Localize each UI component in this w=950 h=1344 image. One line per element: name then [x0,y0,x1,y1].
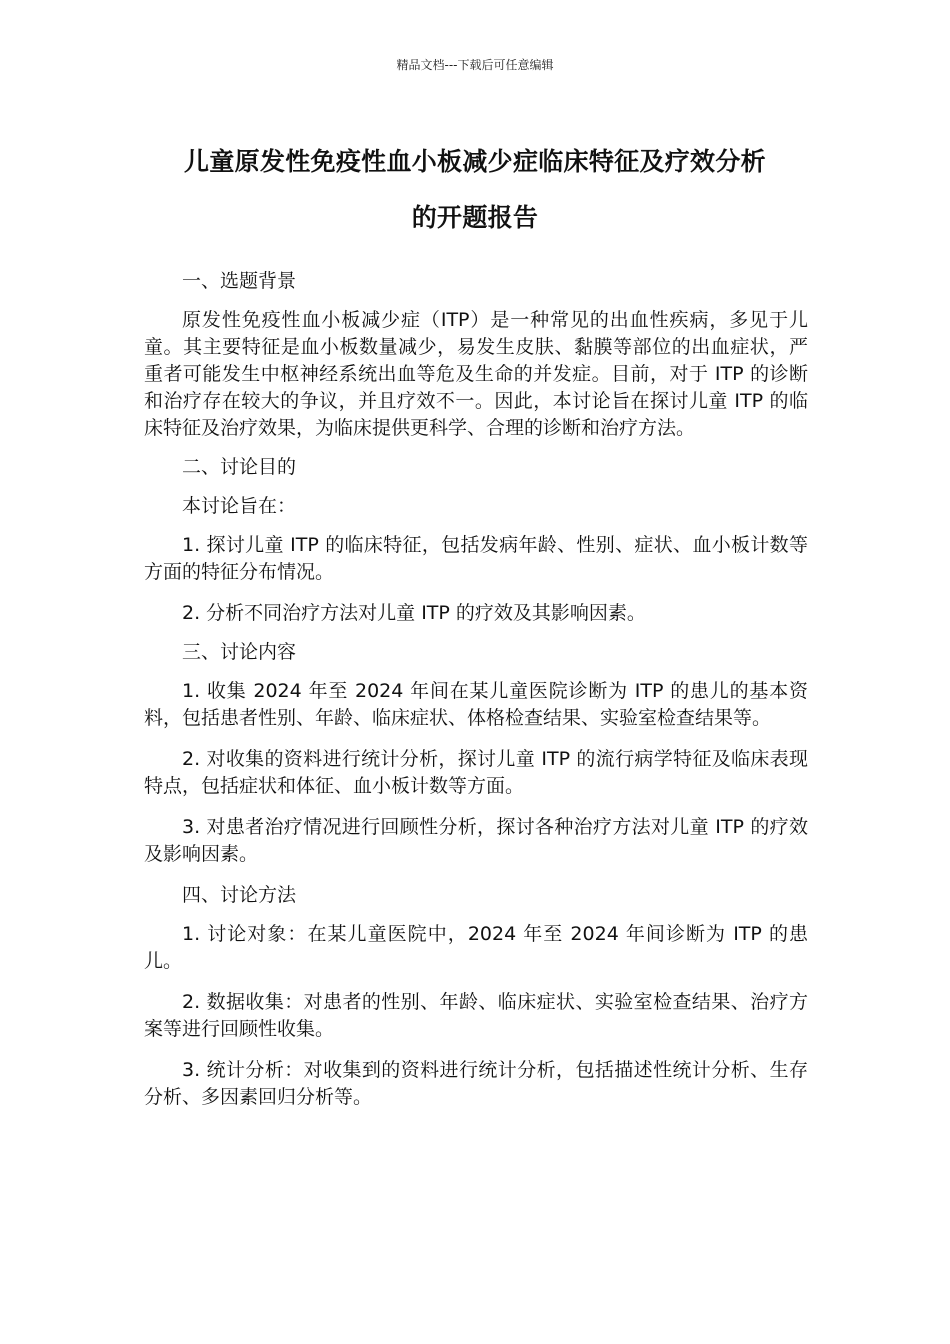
background-paragraph: 原发性免疫性血小板减少症（ITP）是一种常见的出血性疾病，多见于儿童。其主要特征是血小板数量减少，易发生皮肤、黏膜等部位的出血症状，严重者可能发生中枢神经系统出血等危及生命的并发症。目前，对于 ITP 的诊断和治疗存在较大的争议，并且疗效不一。因此，本讨论旨在探讨儿童 ITP 的临床特征及治疗效果，为临床提供更科学、合理的诊断和治疗方法。 [144,309,808,439]
content-item: 3. 对患者治疗情况进行回顾性分析，探讨各种治疗方法对儿童 ITP 的疗效及影响因素。 [144,816,808,865]
content-item: 2. 对收集的资料进行统计分析，探讨儿童 ITP 的流行病学特征及临床表现特点，包括症状和体征、血小板计数等方面。 [144,748,808,797]
content-item: 1. 收集 2024 年至 2024 年间在某儿童医院诊断为 ITP 的患儿的基本资料，包括患者性别、年龄、临床症状、体格检查结果、实验室检查结果等。 [144,680,808,729]
method-item: 2. 数据收集：对患者的性别、年龄、临床症状、实验室检查结果、治疗方案等进行回顾性收集。 [144,991,808,1040]
section-heading-aim: 二、讨论目的 [182,456,297,478]
section-heading-content: 三、讨论内容 [182,641,297,663]
section-heading-method: 四、讨论方法 [182,884,297,906]
title-line-1: 儿童原发性免疫性血小板减少症临床特征及疗效分析 [184,147,766,176]
document-title [144,134,806,246]
method-item: 3. 统计分析：对收集到的资料进行统计分析，包括描述性统计分析、生存分析、多因素回归分析等。 [144,1059,808,1108]
aim-item: 1. 探讨儿童 ITP 的临床特征，包括发病年龄、性别、症状、血小板计数等方面的特征分布情况。 [144,534,808,583]
title-line-2: 的开题报告 [411,203,539,232]
document-body [144,268,808,1125]
aim-intro: 本讨论旨在： [182,495,297,517]
section-heading-background: 一、选题背景 [182,270,297,292]
method-item: 1. 讨论对象：在某儿童医院中，2024 年至 2024 年间诊断为 ITP 的患儿。 [144,923,808,972]
header-note: 精品文档---下载后可任意编辑 [396,58,554,72]
aim-item: 2. 分析不同治疗方法对儿童 ITP 的疗效及其影响因素。 [182,602,646,624]
